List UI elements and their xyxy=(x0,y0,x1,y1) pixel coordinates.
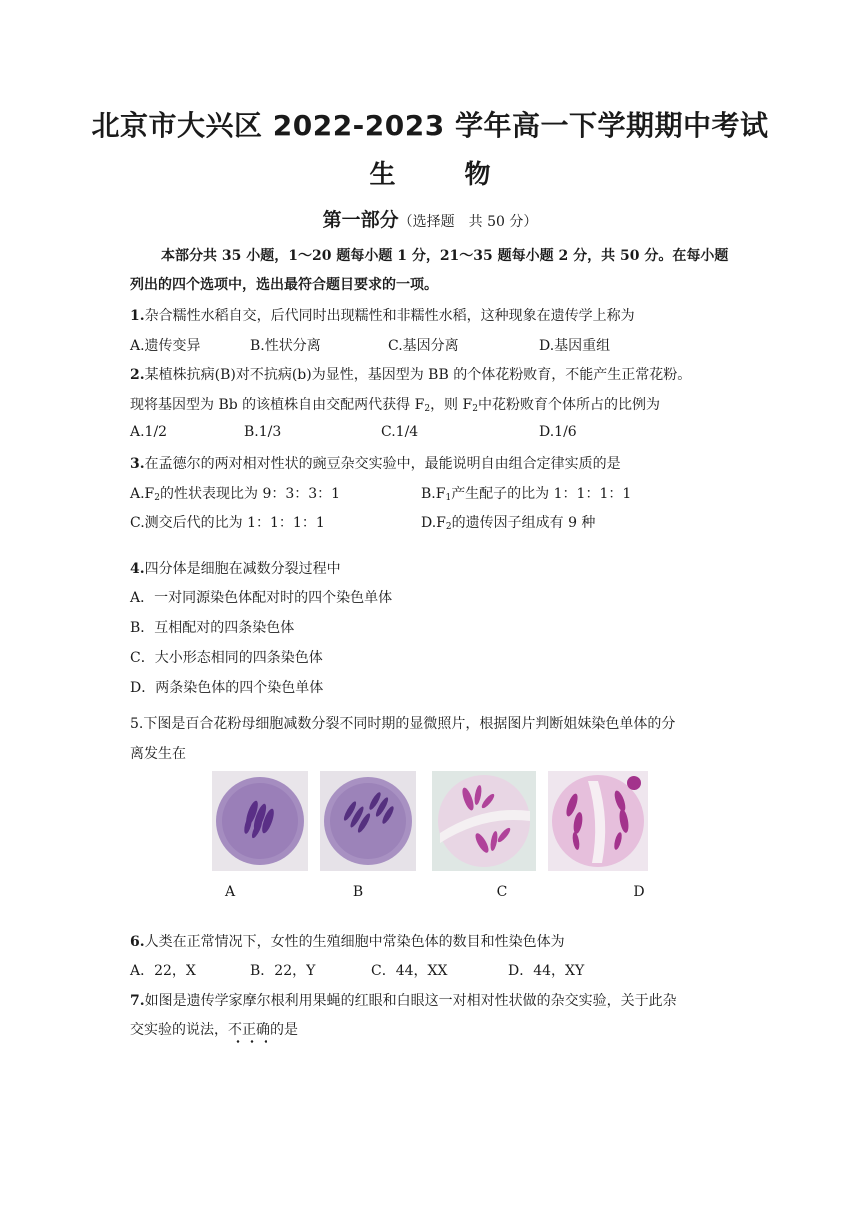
q2-text-2c: 中花粉败育个体所占的比例为 xyxy=(477,397,660,413)
question-4-stem xyxy=(130,558,341,578)
question-2-number: 2. xyxy=(130,367,145,383)
question-7-number: 7. xyxy=(130,993,145,1009)
q4-option-b: B．互相配对的四条染色体 xyxy=(130,620,295,636)
micrograph-label-a: A xyxy=(224,884,236,900)
question-2-stem-2 xyxy=(130,394,660,414)
question-1-text: 杂合糯性水稻自交，后代同时出现糯性和非糯性水稻，这种现象在遗传学上称为 xyxy=(144,308,635,324)
q6-option-b: B．22，Y xyxy=(250,963,316,979)
q6-option-d: D．44，XY xyxy=(508,963,585,979)
intro-line-1: 本部分共 35 小题，1～20 题每小题 1 分，21～35 题每小题 2 分，共 50 分。在每小题 xyxy=(161,248,729,264)
q3-option-c: C.测交后代的比为 1：1：1：1 xyxy=(130,515,325,531)
question-1-number: 1. xyxy=(130,308,145,324)
q6-option-c: C．44，XX xyxy=(371,963,448,979)
q3-d-sub: 2 xyxy=(445,522,452,532)
q2-option-c: C.1/4 xyxy=(381,424,419,440)
question-6-text: 人类在正常情况下，女性的生殖细胞中常染色体的数目和性染色体为 xyxy=(144,934,565,950)
q4-option-c: C．大小形态相同的四条染色体 xyxy=(130,650,323,666)
question-7-text-1: 如图是遗传学家摩尔根利用果蝇的红眼和白眼这一对相对性状做的杂交实验，关于此杂 xyxy=(144,993,677,1009)
q3-b-sub: 1 xyxy=(445,493,452,503)
question-4-text: 四分体是细胞在减数分裂过程中 xyxy=(144,561,341,577)
question-4-number: 4. xyxy=(130,561,145,577)
subject-title: 生 物 xyxy=(369,160,491,190)
question-6-number: 6. xyxy=(130,934,145,950)
question-5-text-1: 下图是百合花粉母细胞减数分裂不同时期的显微照片，根据图片判断姐妹染色单体的分 xyxy=(143,716,676,732)
question-5-number: 5. xyxy=(130,716,144,732)
q3-option-b xyxy=(421,483,631,503)
micrograph-label-d: D xyxy=(633,884,645,900)
q2-option-b: B.1/3 xyxy=(244,424,282,440)
micrograph-d xyxy=(548,771,648,871)
q3-option-a xyxy=(130,483,340,503)
q3-b-post: 产生配子的比为 1：1：1：1 xyxy=(451,486,632,502)
question-2-stem-1 xyxy=(130,364,691,384)
q1-option-b: B.性状分离 xyxy=(250,338,321,354)
question-7-stem-2 xyxy=(130,1019,298,1039)
q3-a-pre: A.F xyxy=(130,486,155,502)
micrograph-a xyxy=(212,771,308,871)
q3-a-post: 的性状表现比为 9：3：3：1 xyxy=(160,486,341,502)
q3-b-pre: B.F xyxy=(421,486,446,502)
micrograph-label-b: B xyxy=(352,884,364,900)
section-heading xyxy=(0,205,860,232)
question-3-text: 在孟德尔的两对相对性状的豌豆杂交实验中，最能说明自由组合定律实质的是 xyxy=(144,456,621,472)
q3-option-d xyxy=(421,512,595,532)
q2-text-2a: 现将基因型为 Bb 的该植株自由交配两代获得 F xyxy=(130,397,425,413)
question-6-stem xyxy=(130,931,565,951)
q3-a-sub: 2 xyxy=(154,493,161,503)
q1-option-a: A.遗传变异 xyxy=(130,338,201,354)
question-5-stem-1 xyxy=(130,713,675,733)
section-note: （选择题 共 50 分） xyxy=(398,214,538,230)
micrograph-label-c: C xyxy=(496,884,508,900)
emphasis-not-correct: 不正确 xyxy=(228,1022,270,1038)
q7-text-2a: 交实验的说法， xyxy=(130,1022,228,1038)
micrograph-c xyxy=(432,771,536,871)
question-3-stem xyxy=(130,453,621,473)
q2-option-a: A.1/2 xyxy=(130,424,168,440)
question-1-stem xyxy=(130,305,635,325)
micrograph-b xyxy=(320,771,416,871)
q4-option-d: D．两条染色体的四个染色单体 xyxy=(130,680,324,696)
q2-option-d: D.1/6 xyxy=(539,424,577,440)
q7-text-2c: 的是 xyxy=(270,1022,298,1038)
question-7-stem-1 xyxy=(130,990,677,1010)
q2-text-2b: ，则 F xyxy=(430,397,473,413)
q6-option-a: A．22，X xyxy=(130,963,196,979)
section-title: 第一部分 xyxy=(322,209,399,231)
q2-sub-1: 2 xyxy=(424,404,431,414)
page-title: 北京市大兴区 2022-2023 学年高一下学期期中考试 xyxy=(91,109,769,142)
intro-line-2: 列出的四个选项中，选出最符合题目要求的一项。 xyxy=(130,277,438,293)
q3-d-pre: D.F xyxy=(421,515,446,531)
q1-option-c: C.基因分离 xyxy=(388,338,459,354)
q3-d-post: 的遗传因子组成有 9 种 xyxy=(451,515,596,531)
q2-sub-2: 2 xyxy=(472,404,478,414)
question-2-text-1: 某植株抗病(B)对不抗病(b)为显性，基因型为 BB 的个体花粉败育，不能产生正常花粉。 xyxy=(144,367,692,383)
q4-option-a: A．一对同源染色体配对时的四个染色单体 xyxy=(130,590,393,606)
q1-option-d: D.基因重组 xyxy=(539,338,611,354)
question-5-stem-2: 离发生在 xyxy=(130,746,186,762)
question-3-number: 3. xyxy=(130,456,145,472)
